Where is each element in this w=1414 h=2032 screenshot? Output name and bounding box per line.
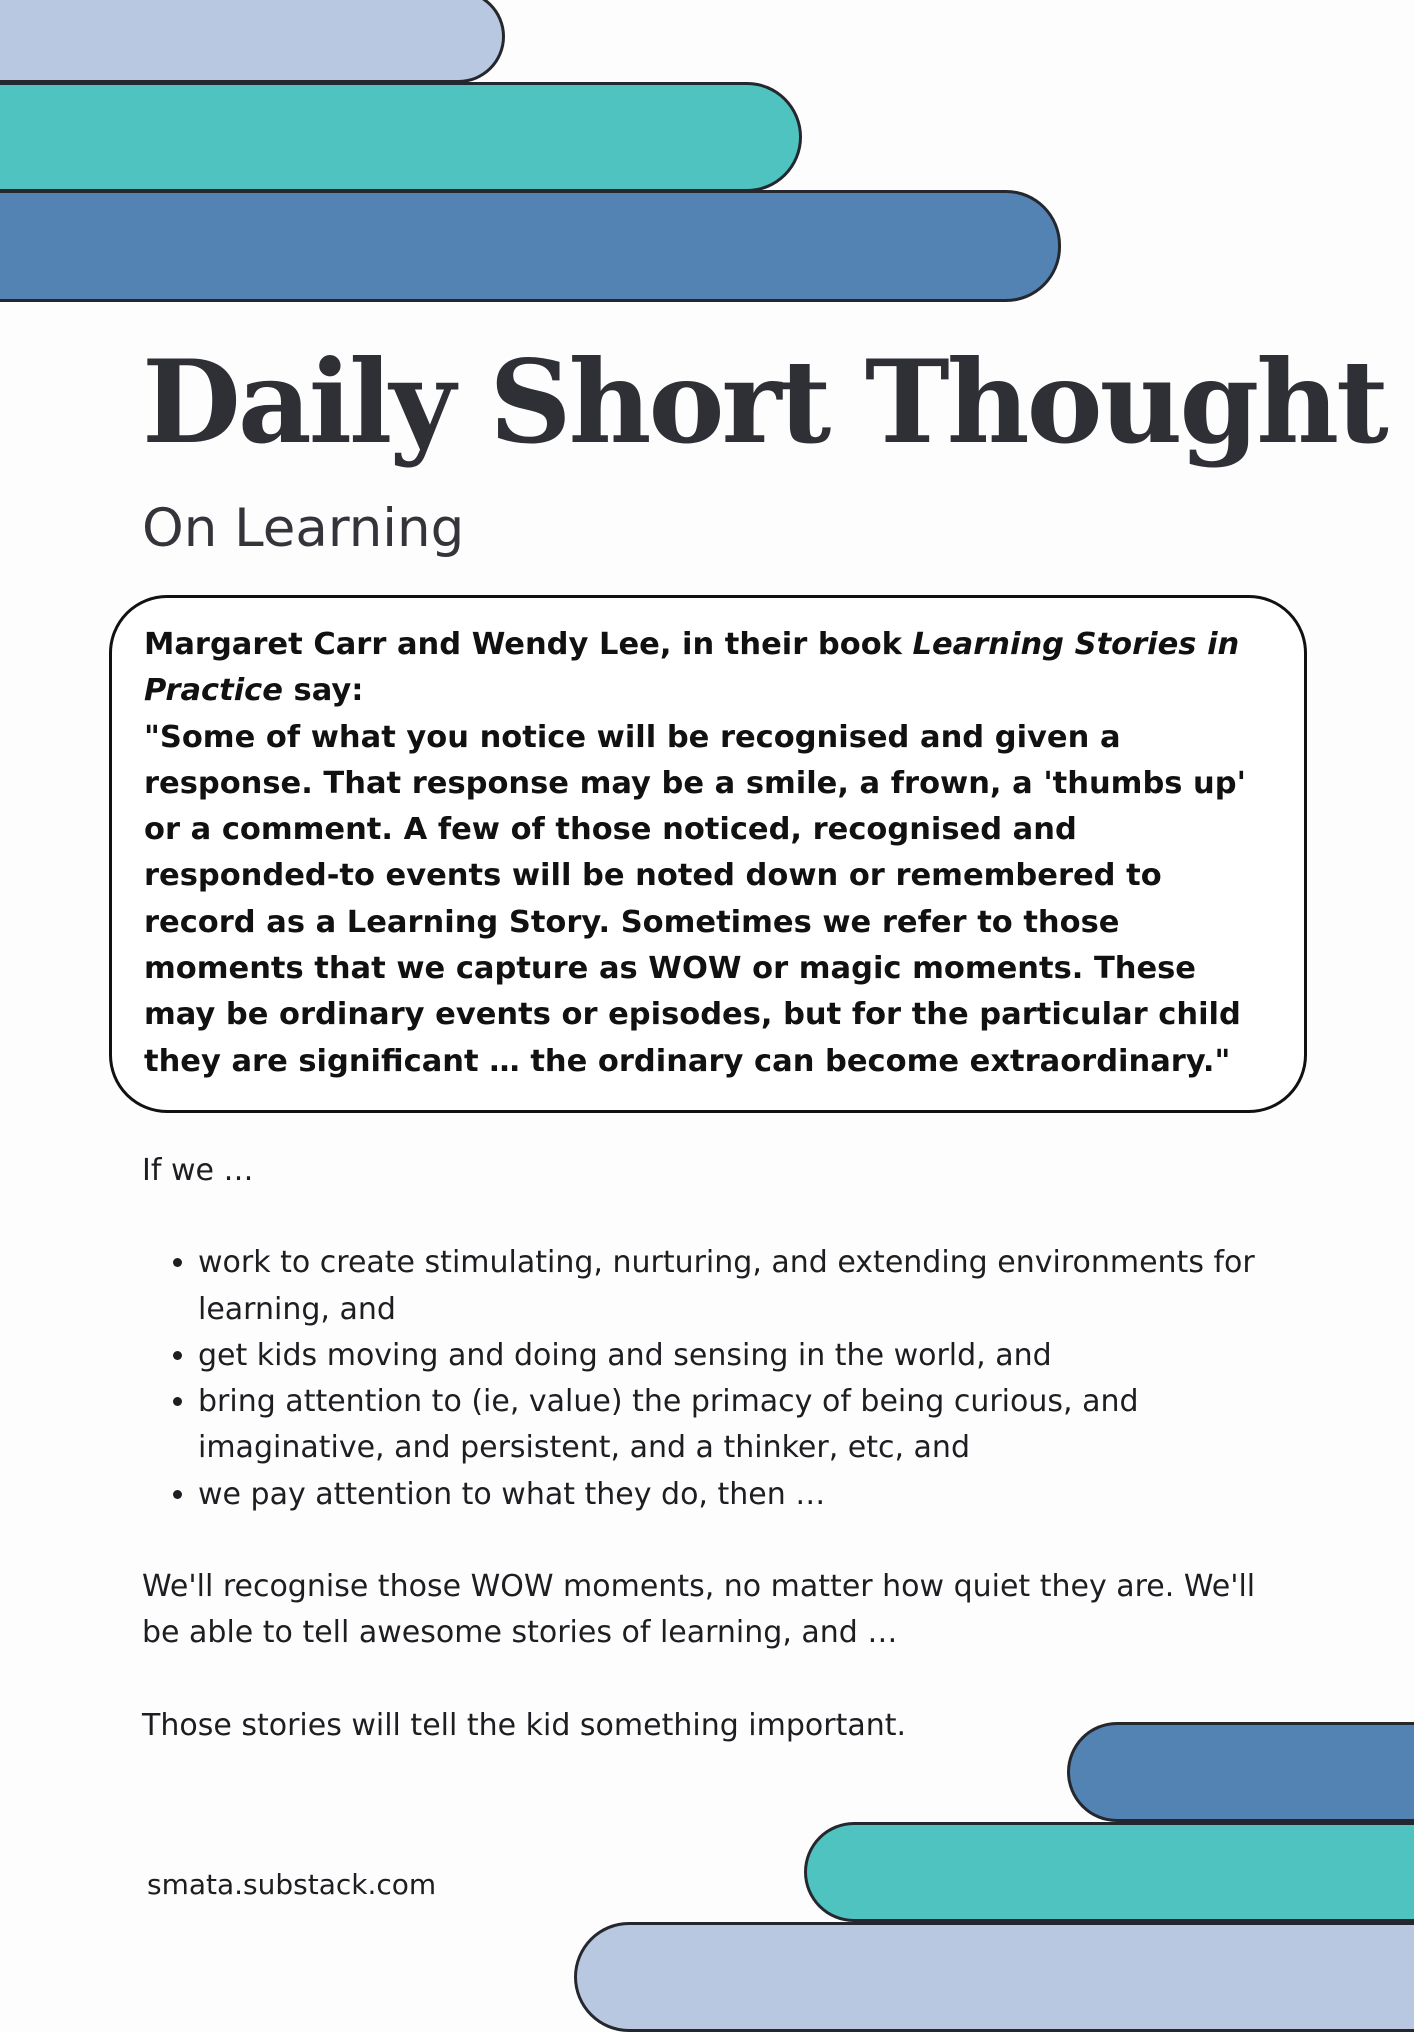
book-title: Learning Stories in Practice bbox=[144, 627, 1240, 709]
quote-intro-after: say: bbox=[282, 673, 364, 709]
bullet-list bbox=[142, 1240, 1292, 1518]
top-bar-blue bbox=[0, 190, 1061, 302]
list-item: • get kids moving and doing and sensing in the world, and bbox=[198, 1333, 1292, 1379]
quote-box bbox=[109, 595, 1307, 1113]
page-subtitle: On Learning bbox=[142, 498, 465, 559]
body-lead: If we … bbox=[142, 1153, 254, 1188]
footer-url: smata.substack.com bbox=[147, 1868, 437, 1901]
body-text bbox=[142, 1148, 1292, 1749]
quote-intro bbox=[144, 622, 1274, 715]
bottom-bar-lavender bbox=[574, 1922, 1414, 2032]
body-paragraph-1: We'll recognise those WOW moments, no matter how quiet they are. We'll be able to tell awesome stories of learning, and … bbox=[142, 1569, 1256, 1651]
body-paragraph-2: Those stories will tell the kid something important. bbox=[142, 1707, 907, 1743]
bottom-bar-teal bbox=[804, 1822, 1414, 1922]
quote-intro-before: Margaret Carr and Wendy Lee, in their book bbox=[144, 627, 913, 662]
top-bar-lavender bbox=[0, 0, 505, 83]
list-item: • work to create stimulating, nurturing, and extending environments for learning, and bbox=[198, 1240, 1292, 1333]
page-title: Daily Short Thought bbox=[142, 335, 1386, 469]
bottom-bar-blue bbox=[1067, 1722, 1414, 1822]
list-item: • we pay attention to what they do, then … bbox=[198, 1472, 1292, 1518]
list-item: • bring attention to (ie, value) the primacy of being curious, and imaginative, and persistent, and a thinker, etc, and bbox=[198, 1379, 1292, 1472]
top-bar-teal bbox=[0, 82, 802, 192]
quote-text: "Some of what you notice will be recognised and given a response. That response may be a smile, a frown, a 'thumbs up' or a comment. A few of those noticed, recognised and responded-to events will be noted down or remembered to record as a Learning Story. Sometimes we refer to those moments that we capture as WOW or magic moments. These may be ordinary events or episodes, but for the particular child they are significant … the ordinary can become extraordinary." bbox=[144, 719, 1246, 1079]
